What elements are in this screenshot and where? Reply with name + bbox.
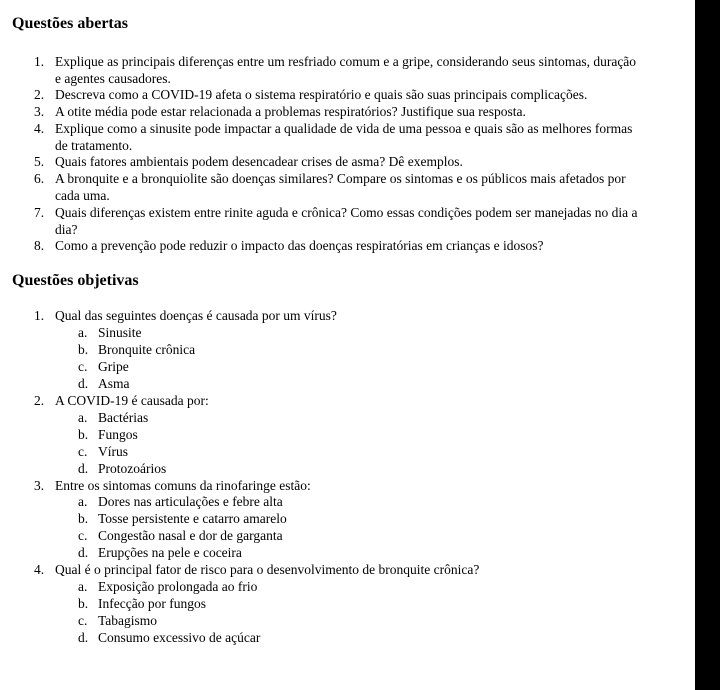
question-number: 6. <box>34 171 45 186</box>
option-c <box>78 359 129 376</box>
option-b <box>78 511 287 528</box>
objective-question-2 <box>34 393 644 410</box>
question-text: A COVID-19 é causada por: <box>55 393 209 408</box>
option-letter: d. <box>78 630 89 645</box>
option-b <box>78 342 195 359</box>
question-number: 4. <box>34 562 45 577</box>
option-text: Fungos <box>98 427 138 442</box>
open-question-7 <box>34 205 644 239</box>
option-b <box>78 427 138 444</box>
section-heading-open-questions: Questões abertas <box>12 15 128 32</box>
option-letter: b. <box>78 511 89 526</box>
question-text: Explique as principais diferenças entre um resfriado comum e a gripe, considerando seus sintomas, duração e agentes causadores. <box>55 54 637 86</box>
objective-question-1 <box>34 308 644 325</box>
option-text: Vírus <box>98 444 128 459</box>
option-b <box>78 596 206 613</box>
option-letter: b. <box>78 427 89 442</box>
question-number: 4. <box>34 121 45 136</box>
question-number: 2. <box>34 87 45 102</box>
option-text: Bactérias <box>98 410 149 425</box>
option-text: Gripe <box>98 359 129 374</box>
option-letter: d. <box>78 545 89 560</box>
option-d <box>78 461 166 478</box>
question-text: A bronquite e a bronquiolite são doenças similares? Compare os sintomas e os públicos mais afetados por cada uma. <box>55 171 626 203</box>
option-letter: c. <box>78 444 88 459</box>
option-letter: c. <box>78 359 88 374</box>
question-number: 5. <box>34 154 45 169</box>
option-text: Consumo excessivo de açúcar <box>98 630 261 645</box>
question-number: 3. <box>34 104 45 119</box>
question-text: Como a prevenção pode reduzir o impacto das doenças respiratórias em crianças e idosos? <box>55 238 544 253</box>
question-text: Explique como a sinusite pode impactar a qualidade de vida de uma pessoa e quais são as melhores formas de tratamento. <box>55 121 633 153</box>
open-question-2 <box>34 87 644 104</box>
option-text: Protozoários <box>98 461 167 476</box>
open-question-5 <box>34 154 644 171</box>
option-text: Erupções na pele e coceira <box>98 545 242 560</box>
option-letter: b. <box>78 342 89 357</box>
question-number: 3. <box>34 478 45 493</box>
option-d <box>78 545 242 562</box>
question-text: Qual das seguintes doenças é causada por um vírus? <box>55 308 337 323</box>
option-text: Infecção por fungos <box>98 596 206 611</box>
option-text: Tabagismo <box>98 613 158 628</box>
option-text: Tosse persistente e catarro amarelo <box>98 511 287 526</box>
option-c <box>78 444 128 461</box>
objective-question-4 <box>34 562 644 579</box>
option-text: Dores nas articulações e febre alta <box>98 494 283 509</box>
option-text: Sinusite <box>98 325 142 340</box>
question-number: 1. <box>34 308 45 323</box>
option-d <box>78 630 260 647</box>
objective-question-3 <box>34 478 644 495</box>
open-question-4 <box>34 121 644 155</box>
option-letter: d. <box>78 461 89 476</box>
option-letter: a. <box>78 579 88 594</box>
option-letter: a. <box>78 494 88 509</box>
section-heading-objective-questions: Questões objetivas <box>12 272 139 289</box>
question-text: Qual é o principal fator de risco para o desenvolvimento de bronquite crônica? <box>55 562 480 577</box>
option-letter: a. <box>78 325 88 340</box>
open-question-6 <box>34 171 644 205</box>
option-a <box>78 494 283 511</box>
question-number: 7. <box>34 205 45 220</box>
option-d <box>78 376 130 393</box>
option-text: Asma <box>98 376 130 391</box>
option-a <box>78 325 142 342</box>
option-letter: b. <box>78 596 89 611</box>
option-letter: c. <box>78 613 88 628</box>
option-letter: c. <box>78 528 88 543</box>
question-number: 2. <box>34 393 45 408</box>
question-text: A otite média pode estar relacionada a problemas respiratórios? Justifique sua resposta. <box>55 104 526 119</box>
question-number: 1. <box>34 54 45 69</box>
option-letter: d. <box>78 376 89 391</box>
option-text: Congestão nasal e dor de garganta <box>98 528 283 543</box>
option-c <box>78 613 157 630</box>
open-question-8 <box>34 238 644 255</box>
option-a <box>78 579 257 596</box>
question-text: Entre os sintomas comuns da rinofaringe estão: <box>55 478 311 493</box>
question-text: Quais fatores ambientais podem desencadear crises de asma? Dê exemplos. <box>55 154 463 169</box>
option-c <box>78 528 283 545</box>
option-text: Exposição prolongada ao frio <box>98 579 258 594</box>
black-side-bar <box>695 0 720 690</box>
option-a <box>78 410 148 427</box>
question-text: Descreva como a COVID-19 afeta o sistema respiratório e quais são suas principais complicações. <box>55 87 588 102</box>
question-number: 8. <box>34 238 45 253</box>
open-question-1 <box>34 54 644 88</box>
option-text: Bronquite crônica <box>98 342 196 357</box>
option-letter: a. <box>78 410 88 425</box>
question-text: Quais diferenças existem entre rinite aguda e crônica? Como essas condições podem ser manejadas no dia a dia? <box>55 205 638 237</box>
open-question-3 <box>34 104 644 121</box>
